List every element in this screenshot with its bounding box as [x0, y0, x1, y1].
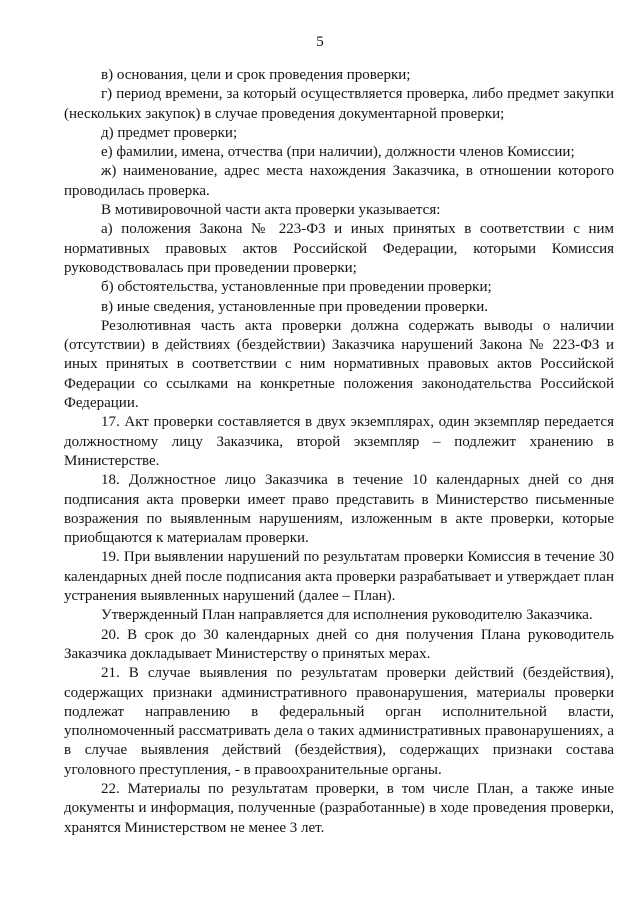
paragraph-item-zh-customer: ж) наименование, адрес места нахождения Заказчика, в отношении которого проводилась проверка. [64, 163, 614, 199]
paragraph-clause-18: 18. Должностное лицо Заказчика в течение 10 календарных дней со дня подписания акта проверки имеет право представить в Министерство письменные возражения по выявленным нарушениям, изложенным в акте проверки, которые приобщаются к материалам проверки. [64, 472, 614, 547]
paragraph-item-d-subject: д) предмет проверки; [101, 124, 238, 141]
paragraph-clause-22: 22. Материалы по результатам проверки, в том числе План, а также иные документы и информация, полученные (разработанные) в ходе проведения проверки, хранятся Министерством не менее 3 лет. [64, 780, 614, 836]
paragraph-item-v-grounds: в) основания, цели и срок проведения проверки; [101, 67, 411, 83]
paragraph-clause-20: 20. В срок до 30 календарных дней со дня получения Плана руководитель Заказчика докладывает Министерству о принятых мерах. [64, 626, 614, 662]
paragraph-clause-19: 19. При выявлении нарушений по результатам проверки Комиссия в течение 30 календарных дней после подписания акта проверки разрабатывает и утверждает план устранения выявленных нарушений (далее – План). [64, 549, 614, 605]
paragraph-clause-17: 17. Акт проверки составляется в двух экземплярах, один экземпляр передается должностному лицу Заказчика, второй экземпляр – подлежит хранению в Министерстве. [64, 414, 614, 469]
document-body [64, 66, 614, 838]
paragraph-clause-21: 21. В случае выявления по результатам проверки действий (бездействия), содержащих признаки административного правонарушения, материалы проверки подлежат направлению в федеральный орган исполнительной власти, уполномоченный рассматривать дела о таких административных правонарушениях, а в случае выявления действий (бездействия), содержащих признаки состава уголовного преступления, - в правоохранительные органы. [64, 665, 614, 778]
page-number: 5 [316, 34, 324, 50]
paragraph-resolution: Резолютивная часть акта проверки должна содержать выводы о наличии (отсутствии) в действиях (бездействии) Заказчика нарушений Закона № 223-ФЗ и иных принятых в соответствии с ним нормативных правовых актов Российской Федерации со ссылками на конкретные положения законодательства Российской Федерации. [64, 317, 614, 412]
paragraph-item-g-period: г) период времени, за который осуществляется проверка, либо предмет закупки (нескольких закупок) в случае проведения документарной проверки; [64, 86, 614, 122]
paragraph-item-v-other: в) иные сведения, установленные при проведении проверки. [101, 298, 489, 315]
paragraph-plan-approved: Утвержденный План направляется для исполнения руководителю Заказчика. [101, 607, 593, 624]
paragraph-motivation-intro: В мотивировочной части акта проверки указывается: [101, 202, 441, 219]
paragraph-item-b-circumstances: б) обстоятельства, установленные при проведении проверки; [101, 279, 492, 296]
paragraph-item-a-law: а) положения Закона № 223-ФЗ и иных принятых в соответствии с ним нормативных правовых актов Российской Федерации, которыми Комиссия руководствовалась при проведении проверки; [64, 221, 614, 276]
paragraph-item-e-members: е) фамилии, имена, отчества (при наличии), должности членов Комиссии; [101, 144, 575, 161]
